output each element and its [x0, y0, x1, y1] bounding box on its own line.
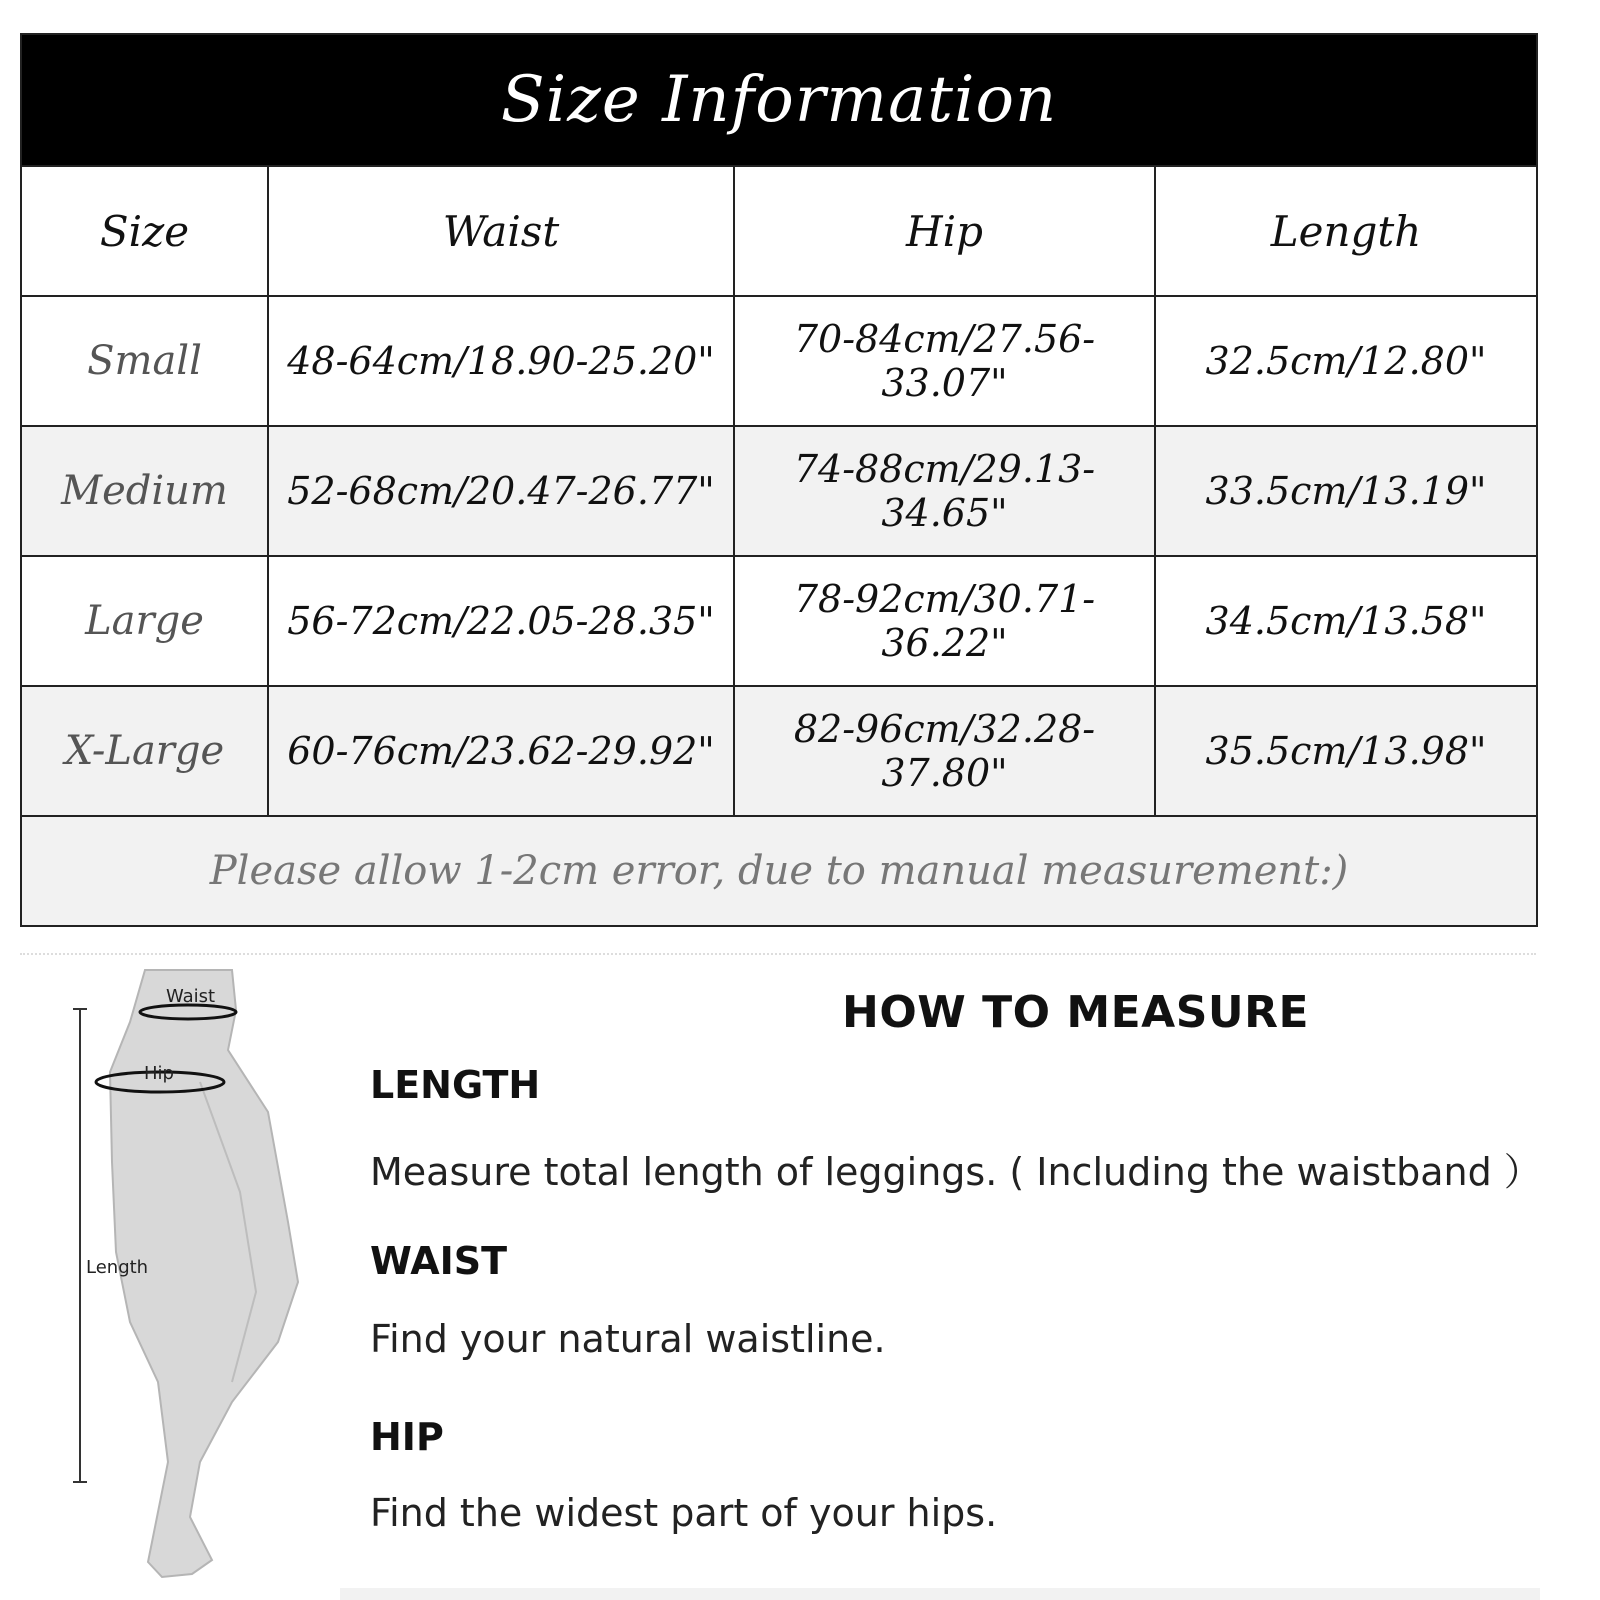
table-row — [21, 686, 1537, 816]
length-title: LENGTH — [370, 1063, 541, 1107]
length-cell: 34.5cm/13.58" — [1155, 556, 1537, 686]
waist-description: Find your natural waistline. — [370, 1317, 886, 1361]
waist-cell: 52-68cm/20.47-26.77" — [268, 426, 734, 556]
hip-cell: 78-92cm/30.71-36.22" — [734, 556, 1155, 686]
table-title: Size Information — [21, 34, 1537, 166]
hip-title: HIP — [370, 1415, 444, 1459]
measurement-note: Please allow 1-2cm error, due to manual measurement:) — [21, 816, 1537, 926]
length-label: Length — [86, 1257, 149, 1278]
waist-title: WAIST — [370, 1239, 508, 1283]
bottom-bar — [340, 1588, 1540, 1600]
hip-description: Find the widest part of your hips. — [370, 1491, 998, 1535]
leggings-figure — [60, 962, 320, 1592]
size-cell: X-Large — [21, 686, 268, 816]
waist-cell: 56-72cm/22.05-28.35" — [268, 556, 734, 686]
hip-label: Hip — [144, 1063, 174, 1084]
hip-cell: 74-88cm/29.13-34.65" — [734, 426, 1155, 556]
table-row — [21, 296, 1537, 426]
length-cell: 33.5cm/13.19" — [1155, 426, 1537, 556]
size-cell: Large — [21, 556, 268, 686]
hip-cell: 82-96cm/32.28-37.80" — [734, 686, 1155, 816]
header-row — [21, 166, 1537, 296]
header-size: Size — [21, 166, 268, 296]
length-cell: 35.5cm/13.98" — [1155, 686, 1537, 816]
header-waist: Waist — [268, 166, 734, 296]
header-hip: Hip — [734, 166, 1155, 296]
header-length: Length — [1155, 166, 1537, 296]
table-row — [21, 426, 1537, 556]
section-divider — [20, 953, 1536, 955]
table-row — [21, 556, 1537, 686]
size-cell: Small — [21, 296, 268, 426]
title-row — [21, 34, 1537, 166]
how-to-measure-heading: HOW TO MEASURE — [842, 987, 1310, 1038]
note-row — [21, 816, 1537, 926]
hip-cell: 70-84cm/27.56-33.07" — [734, 296, 1155, 426]
size-table — [20, 33, 1538, 927]
size-cell: Medium — [21, 426, 268, 556]
waist-cell: 48-64cm/18.90-25.20" — [268, 296, 734, 426]
length-description: Measure total length of leggings. ( Including the waistband ） — [370, 1150, 1542, 1194]
waist-cell: 60-76cm/23.62-29.92" — [268, 686, 734, 816]
length-cell: 32.5cm/12.80" — [1155, 296, 1537, 426]
waist-label: Waist — [166, 986, 216, 1007]
